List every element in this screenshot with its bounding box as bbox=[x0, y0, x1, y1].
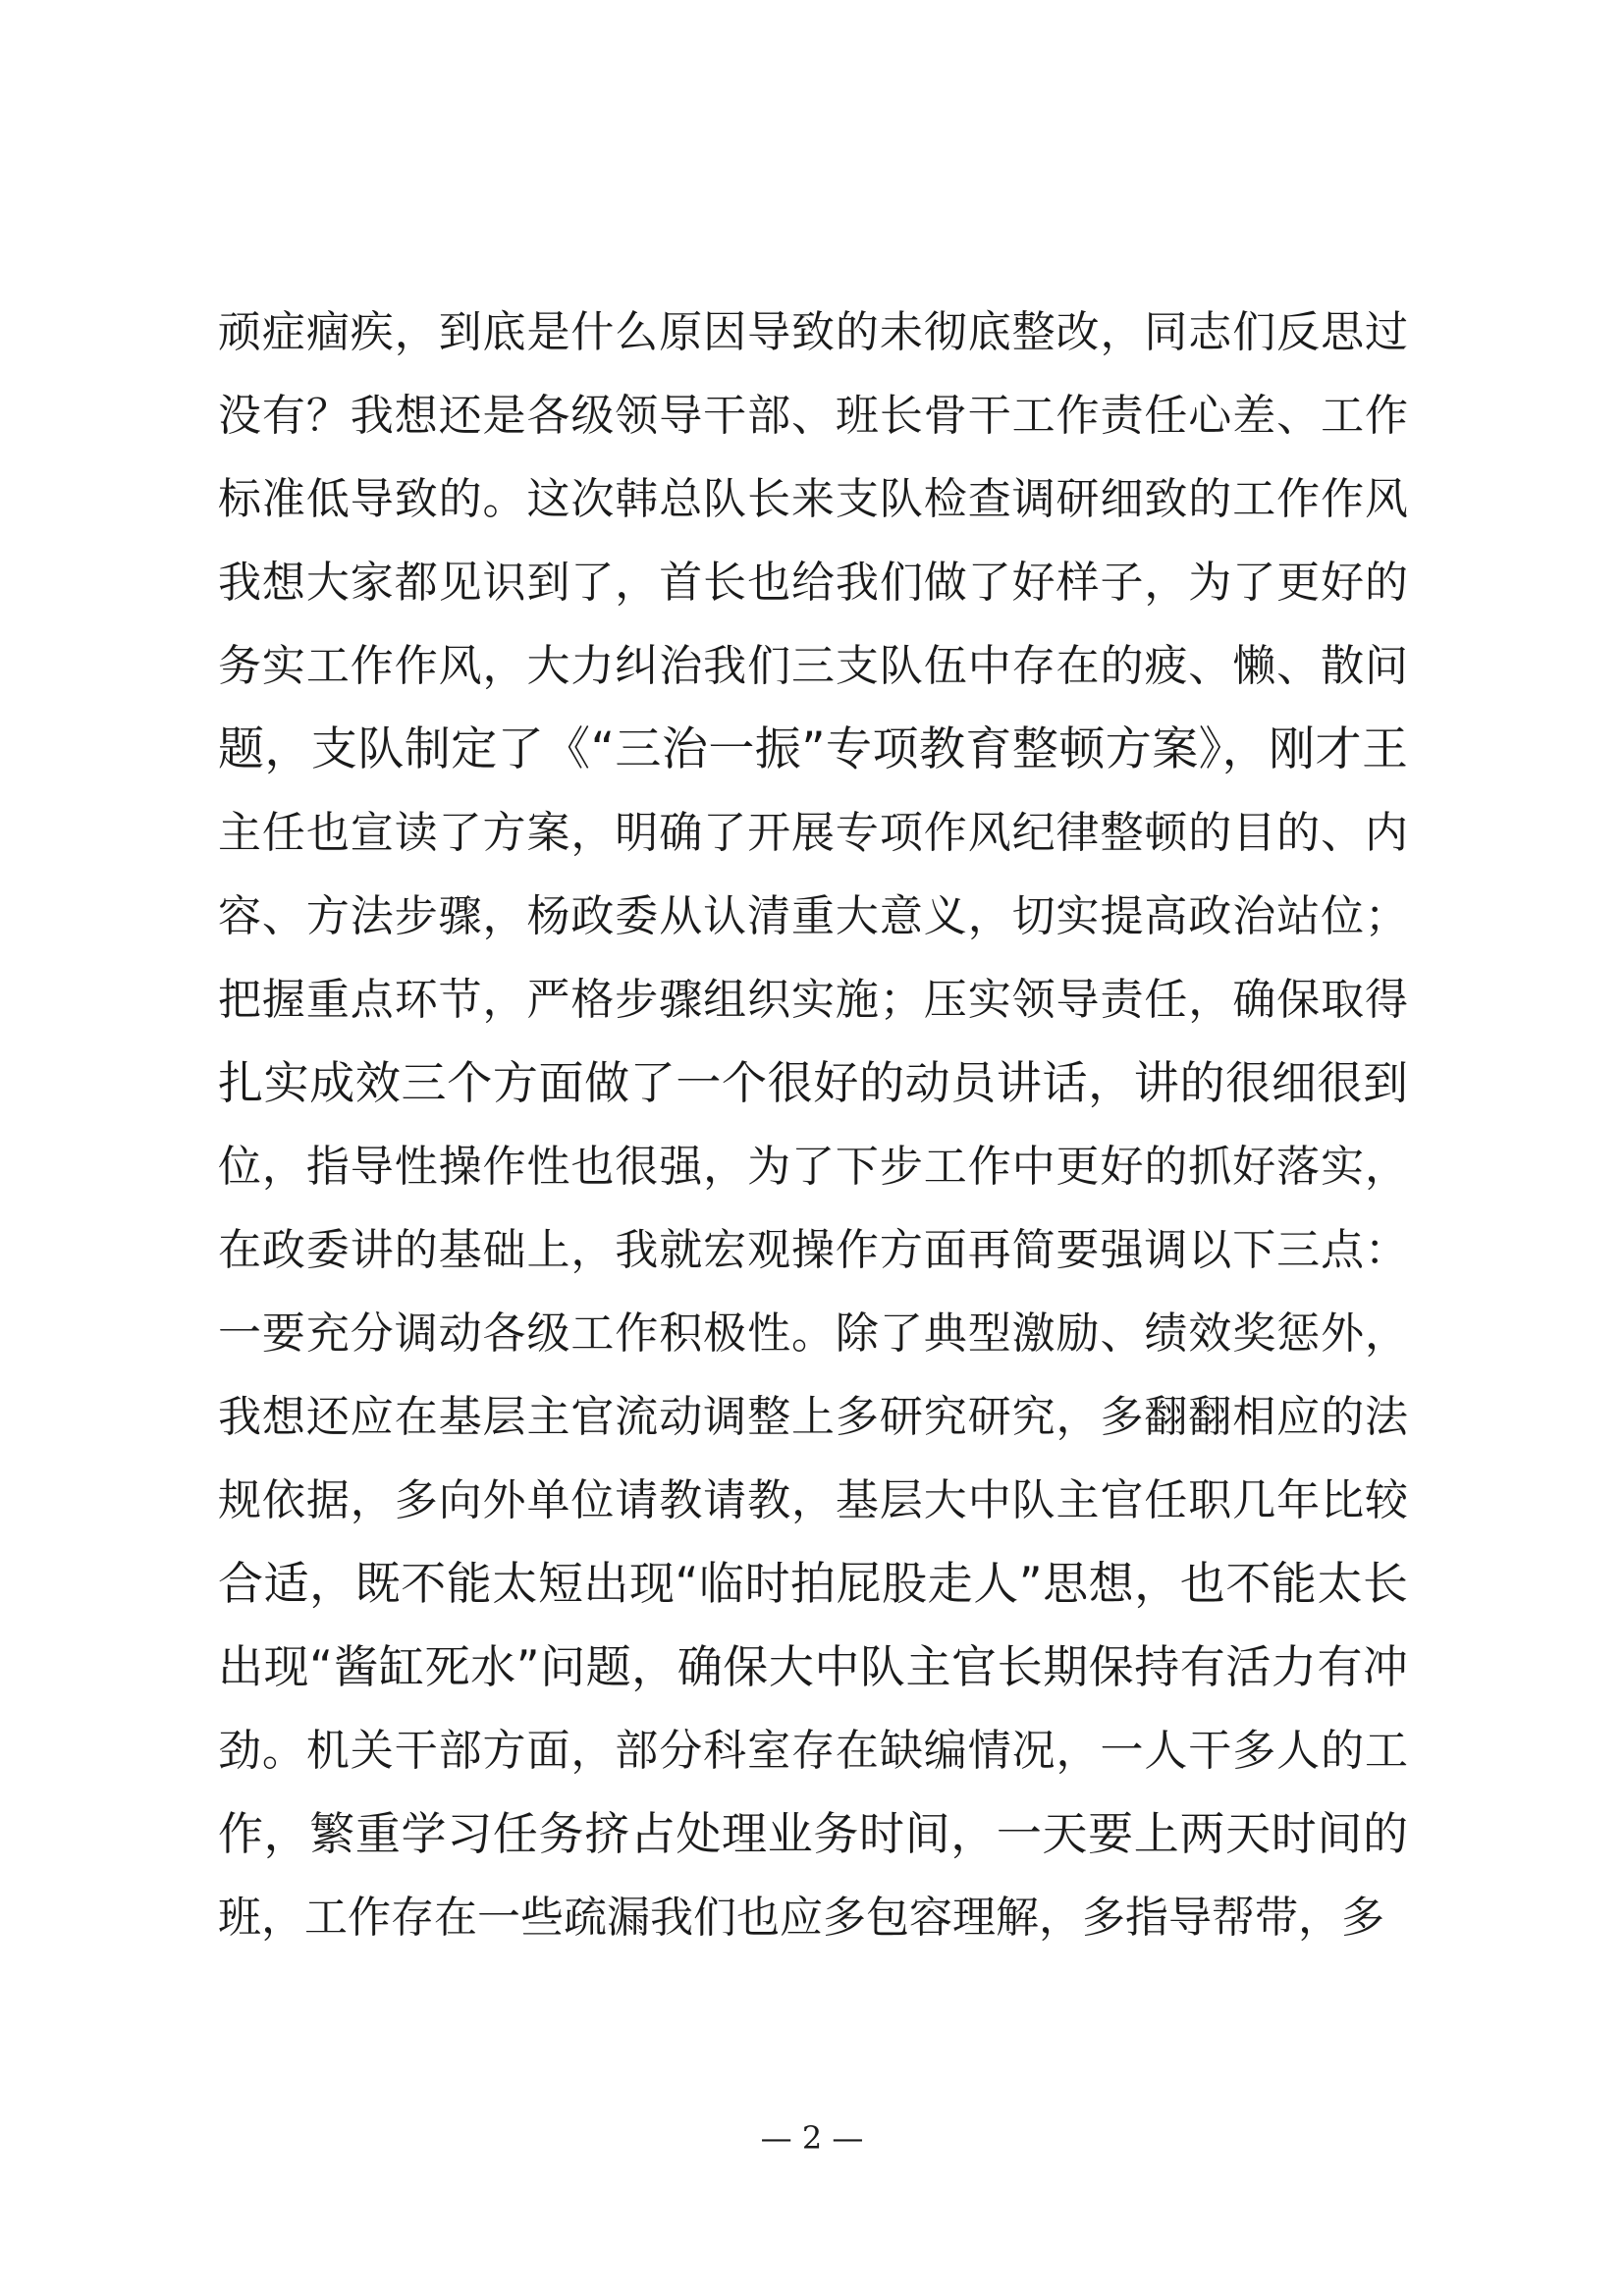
text-line: 顽症痼疾，到底是什么原因导致的未彻底整改，同志们反思过 bbox=[218, 307, 1408, 357]
text-line: 出现“酱缸死水”问题，确保大中队主官长期保持有活力有冲 bbox=[218, 1640, 1408, 1693]
text-line: 我想大家都见识到了，首长也给我们做了好样子，为了更好的 bbox=[218, 558, 1408, 608]
text-line: 劲。机关干部方面，部分科室存在缺编情况，一人干多人的工 bbox=[218, 1726, 1408, 1776]
text-line: 标准低导致的。这次韩总队长来支队检查调研细致的工作作风 bbox=[218, 474, 1408, 524]
text-line: 主任也宣读了方案，明确了开展专项作风纪律整顿的目的、内 bbox=[218, 808, 1408, 858]
text-line: 位，指导性操作性也很强，为了下步工作中更好的抓好落实， bbox=[218, 1142, 1408, 1192]
text-line: 班，工作存在一些疏漏我们也应多包容理解，多指导帮带，多 bbox=[218, 1893, 1384, 1943]
text-line: 我想还应在基层主官流动调整上多研究研究，多翻翻相应的法 bbox=[218, 1392, 1408, 1442]
text-line: 没有？我想还是各级领导干部、班长骨干工作责任心差、工作 bbox=[218, 391, 1408, 441]
text-line: 容、方法步骤，杨政委从认清重大意义，切实提高政治站位； bbox=[218, 891, 1408, 941]
text-line: 把握重点环节，严格步骤组织实施；压实领导责任，确保取得 bbox=[218, 975, 1408, 1025]
text-line: 扎实成效三个方面做了一个很好的动员讲话，讲的很细很到 bbox=[218, 1056, 1408, 1109]
text-line: 一要充分调动各级工作积极性。除了典型激励、绩效奖惩外， bbox=[218, 1308, 1408, 1359]
text-line: 作，繁重学习任务挤占处理业务时间，一天要上两天时间的 bbox=[218, 1807, 1408, 1860]
text-line: 务实工作作风，大力纠治我们三支队伍中存在的疲、懒、散问 bbox=[218, 641, 1408, 691]
text-line: 规依据，多向外单位请教请教，基层大中队主官任职几年比较 bbox=[218, 1475, 1408, 1525]
text-line: 在政委讲的基础上，我就宏观操作方面再简要强调以下三点： bbox=[218, 1225, 1408, 1275]
text-line: 题，支队制定了《“三治一振”专项教育整顿方案》，刚才王 bbox=[218, 722, 1408, 776]
body-text bbox=[218, 291, 1408, 1959]
page-number: — 2 — bbox=[760, 2119, 864, 2157]
text-line: 合适，既不能太短出现“临时拍屁股走人”思想，也不能太长 bbox=[218, 1557, 1408, 1610]
